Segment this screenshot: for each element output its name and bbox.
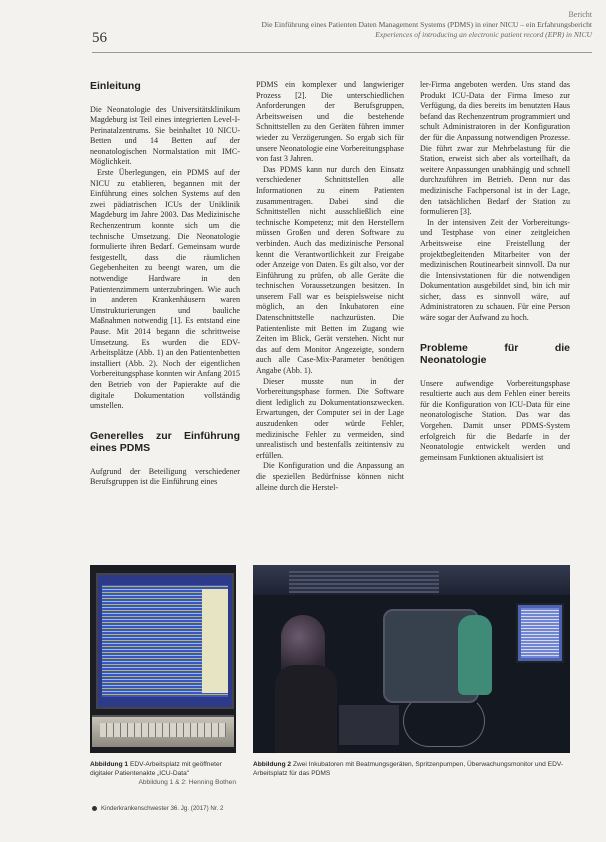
figure-1-caption [90, 760, 236, 787]
text-column-1 [90, 80, 240, 488]
footer-citation: Kinderkrankenschwester 36. Jg. (2017) Nr. 2 [101, 805, 224, 812]
figure-2-label: Abbildung 2 [253, 761, 292, 768]
workstation-screen [521, 608, 559, 658]
workstation-monitor [516, 603, 564, 663]
figure-credit: Abbildung 1 & 2: Henning Bothen [138, 779, 236, 786]
paragraph: In der intensiven Zeit der Vorbereitungs- und Testphase von einer zeitgleichen Arbeitsweise eine Freistellung der projektbegleitenden Mitarbeiter von der medizinischen Routinearbeit sinnvoll. Da nur die Intensivstationen für die notwendigen Dokumentation ausgebildet sind, bin ich mir sicher, dass es sinnvoll wäre, auf Administratoren zu schauen. Für eine Person wäre sogar der Aufwand zu hoch. [420, 217, 570, 323]
paragraph: Die Neonatologie des Universitätsklinikum Magdeburg ist Teil eines integrierten Level-I-Perinatalzentrums. Sie beinhaltet 10 NICU-Betten und 14 Betten auf der neonatologischen Normalstation mit IMC-Möglichkeit. [90, 104, 240, 167]
monitor-image [96, 573, 234, 709]
rubric-label: Bericht [568, 10, 592, 19]
screen-side-panel [202, 589, 228, 693]
room-window [253, 565, 570, 595]
person-body [275, 665, 337, 753]
keyboard-keys [100, 723, 226, 737]
paragraph: PDMS ein komplexer und langwieriger Prozess [2]. Die unterschiedlichen Anforderungen der Berufsgruppen, Arbeitsweisen und die bestehende Schnittstellen zu den Geräten führen immer wieder zu Verzögerungen. So ergab sich für unsere Neonatologie eine Vorbereitungsphase von fast 3 Jahren. [256, 80, 404, 164]
running-head [132, 10, 592, 40]
header-rule [92, 52, 592, 53]
running-title-en: Experiences of introducing an electronic patient record (EPR) in NICU [375, 30, 592, 39]
section-heading-introduction: Einleitung [90, 80, 141, 92]
paragraph: Aufgrund der Beteiligung verschiedener Berufsgruppen ist die Einführung eines [90, 466, 240, 487]
equipment-cart [339, 705, 399, 745]
figure-1-caption-text: EDV-Arbeitsplatz mit geöffneter digitaler Patientenakte „ICU-Data" [90, 761, 222, 777]
cable-loop [403, 695, 485, 747]
figure-1-photo [90, 565, 236, 753]
section-heading-problems: Probleme für die Neonatologie [420, 341, 570, 367]
nurse-figure [458, 615, 492, 695]
section-heading-general: Generelles zur Einführung eines PDMS [90, 429, 240, 455]
text-column-3 [420, 80, 570, 463]
paragraph: Dieser musste nun in der Vorbereitungsphase formen. Die Software dient lediglich zu Dokumentationszwecken. Erwartungen, der Computer sei in der Lage auszudenken oder würde Fehler, medizinische Fehler zu vermeiden, sind unrealistisch und bestenfalls zeitintensiv zu erfüllen. [256, 376, 404, 460]
paragraph: Unsere aufwendige Vorbereitungsphase resultierte auch aus dem Fehlen einer bereits für die Konfiguration von ICU-Data für eine neonatologische Station. Das war das Vorgehen. Damit unser PDMS-System erfolgreich für die Bedarfe in der Neonatologie entwickelt werden und gemeinsam Funktionen aktualisiert ist [420, 378, 570, 462]
footer-bullet [92, 806, 97, 811]
text-column-2 [256, 80, 404, 493]
paragraph: Das PDMS kann nur durch den Einsatz verschiedener Schnittstellen alle Informationen zu einem Patienten zusammentragen. Dabei sind die Schnittstellen nicht ausschließlich eine technische Kompetenz; mit den Herstellern müssen Großen und deren Software zu verbinden. Auch das medizinische Personal kennt die Verantwortlichkeit zur Freigabe oder Anzeige von Daten. Es gilt also, vor der Einführung zu prüfen, ob alle Geräte die technischen Voraussetzungen besitzen. In unserem Fall war es beispielsweise nicht möglich, an den Inkubatoren eine Datenschnittstelle nachzurüsten. Die Patientenliste mit Betten im Zugang wie Zeiten im Blick, Gerät verstehen. Nicht nur das auf dem Monitor Angezeigte, sondern auch alle Case-Mix-Parameter benötigen Angabe (Abb. 1). [256, 164, 404, 376]
paragraph: Die Konfiguration und die Anpassung an die speziellen Bedürfnisse können nicht alleine durch die Herstel- [256, 461, 404, 492]
figure-2-caption-text: Zwei Inkubatoren mit Beatmungsgeräten, Spritzenpumpen, Überwachungsmonitor und EDV-Arbeitsplatz für das PDMS [253, 761, 564, 777]
keyboard-image [92, 715, 234, 747]
figure-2-caption [253, 760, 570, 778]
window-blinds [289, 571, 439, 593]
paragraph: ler-Firma angeboten werden. Uns stand das Produkt ICU-Data der Firma Imeso zur Verfügung, da dies bereits im benutzten Haus befand das Rechenzentrum programmiert und schult Administratoren in der Konfiguration der für die Anpassung notwendigen Prozesse. Die führt zwar zur Mehrbelastung für die Station, erweist sich aber als vorteilhaft, da weitere Anpassungen unabhängig und schnell durchzuführen im Betrieb. Denn nur das medizinische Fachpersonal ist in der Lage, den tatsächlichen Bedarf der Station zu formulieren [3]. [420, 80, 570, 217]
paragraph: Erste Überlegungen, ein PDMS auf der NICU zu etablieren, begannen mit der Einführung eines solchen Systems auf den zwei pädiatrischen ICUs der Uniklinik Magdeburg im Jahre 2003. Das Medizinische Rechenzentrum konnte sich um die technische Umsetzung. Die Neonatologie formulierte ihren Bedarf. Gemeinsam wurde festgestellt, dass die räumlichen Gegebenheiten zu beengt waren, um die notwendige Hardware in den Patientenzimmern unterzubringen. Wie auch in anderen Krankenhäusern waren Umstrukturierungen und bauliche Maßnahmen notwendig [1]. Es entstand eine Pause. Mit 2014 begann die schrittweise Umsetzung. Es wurden die EDV-Arbeitsplätze (Abb. 1) an den Patientenbetten installiert (Abb. 2). Noch der eigentlichen Vorbereitungsphase konnten wir Anfang 2015 den Betrieb von der Papierakte auf die digitale Dokumentation vollständig umstellen. [90, 168, 240, 411]
figure-2-photo [253, 565, 570, 753]
running-title-de: Die Einführung eines Patienten Daten Management Systems (PDMS) in einer NICU – ein Erfahrungsbericht [261, 20, 592, 29]
figure-1-label: Abbildung 1 [90, 761, 129, 768]
page-number: 56 [92, 30, 107, 46]
